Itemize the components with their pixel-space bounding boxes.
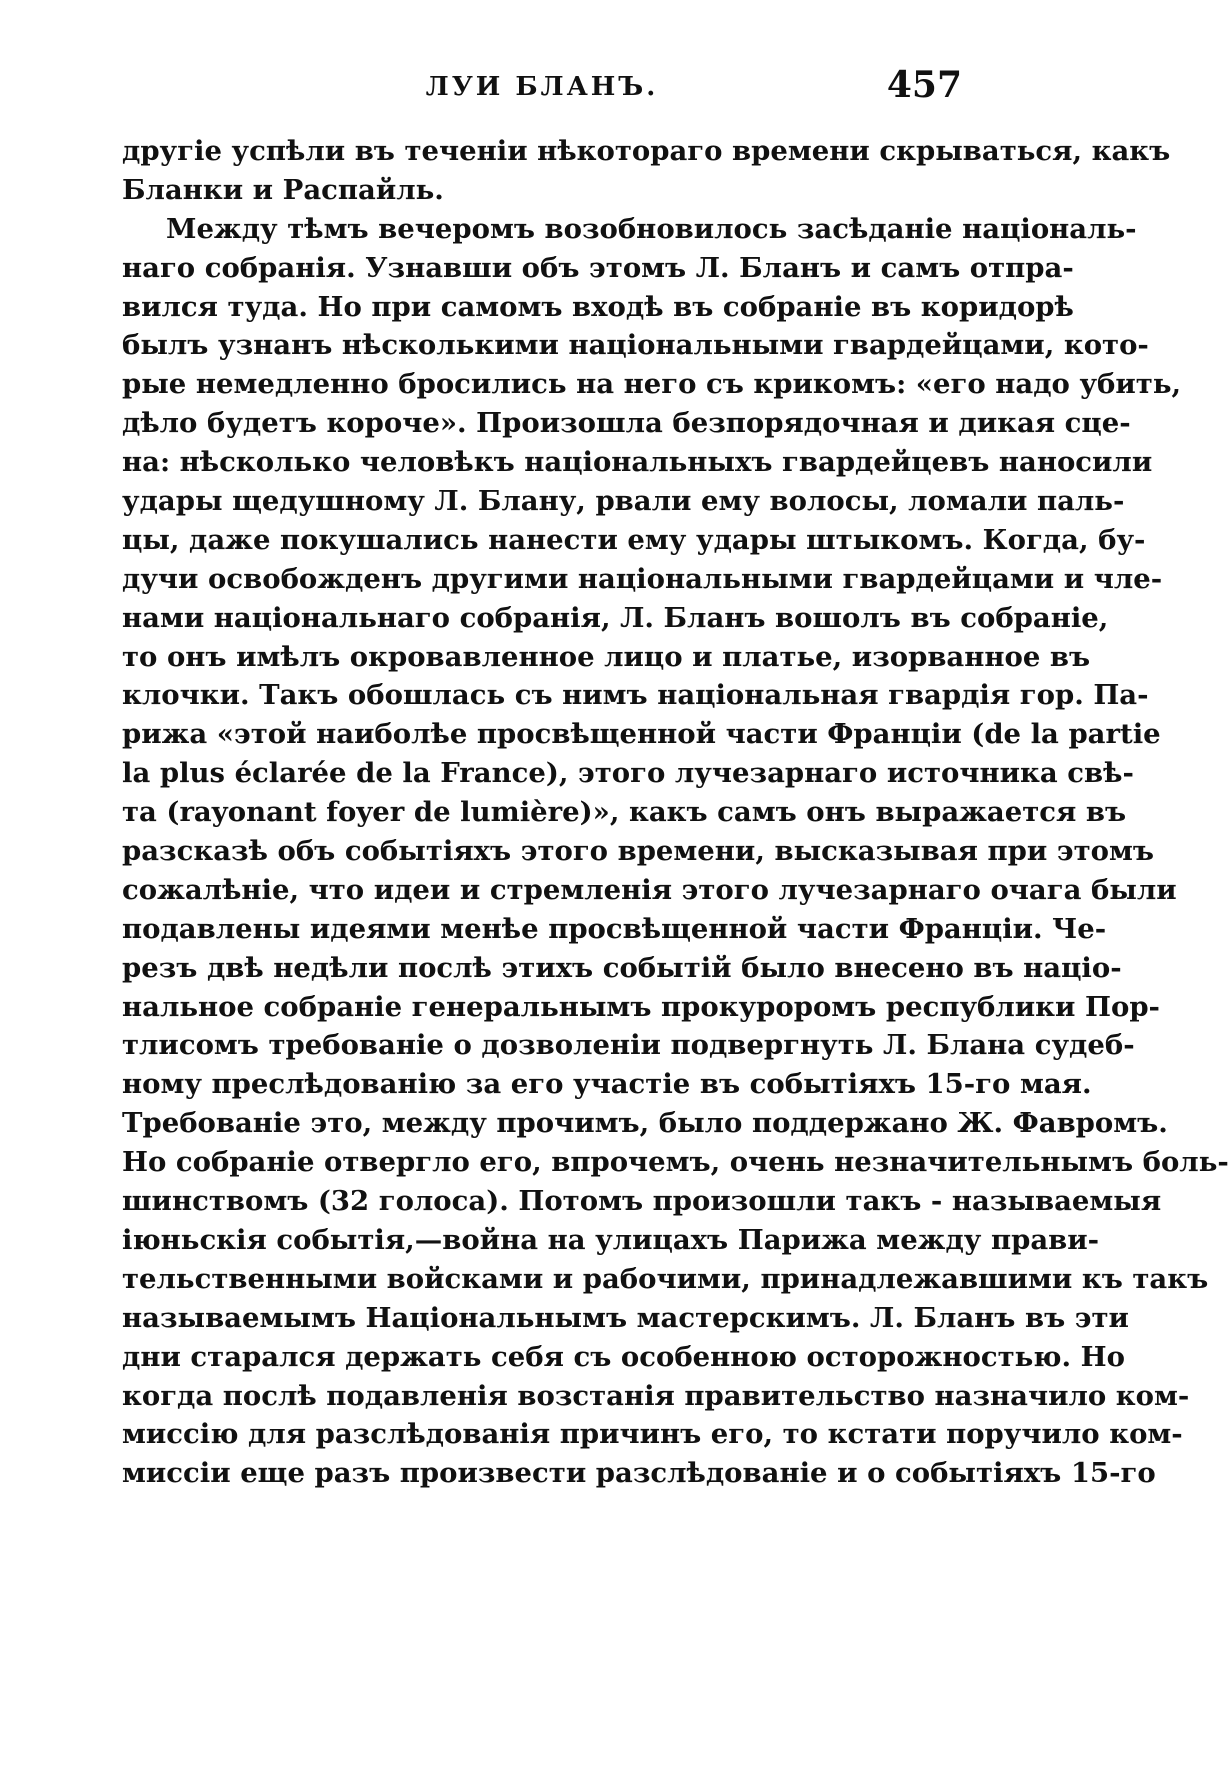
text-line: наго собранія. Узнавши объ этомъ Л. Бланъ и самъ отпра-: [122, 251, 1074, 284]
text-line: подавлены идеями менѣе просвѣщенной части Франціи. Че-: [122, 912, 1107, 945]
page-header: [122, 64, 962, 124]
text-line: то онъ имѣлъ окровавленное лицо и платье, изорванное въ: [122, 640, 1091, 673]
text-line: тлисомъ требованіе о дозволеніи подвергнуть Л. Блана судеб-: [122, 1029, 1135, 1062]
text-line: рижа «этой наиболѣе просвѣщенной части Франціи (de la partie: [122, 718, 1161, 751]
text-line: Бланки и Распайль.: [122, 173, 444, 206]
text-line: называемымъ Національнымъ мастерскимъ. Л. Бланъ въ эти: [122, 1301, 1129, 1334]
page-number: 457: [886, 64, 962, 106]
text-line: рые немедленно бросились на него съ крикомъ: «его надо убить,: [122, 368, 1182, 401]
text-line: Между тѣмъ вечеромъ возобновилось засѣданіе національ-: [166, 212, 1137, 245]
text-line: удары щедушному Л. Блану, рвали ему волосы, ломали паль-: [122, 485, 1125, 518]
text-line: миссію для разслѣдованія причинъ его, то кстати поручило ком-: [122, 1418, 1183, 1451]
text-line: когда послѣ подавленія возстанія правительство назначило ком-: [122, 1379, 1190, 1412]
text-line: клочки. Такъ обошлась съ нимъ національная гвардія гор. Па-: [122, 679, 1149, 712]
text-line: Но собраніе отвергло его, впрочемъ, очень незначительнымъ боль-: [122, 1146, 1229, 1179]
text-line: былъ узнанъ нѣсколькими національными гвардейцами, кото-: [122, 329, 1149, 362]
text-line: резъ двѣ недѣли послѣ этихъ событій было внесено въ націо-: [122, 951, 1122, 984]
text-line: дучи освобожденъ другими національными гвардейцами и чле-: [122, 562, 1163, 595]
text-line: ному преслѣдованію за его участіе въ событіяхъ 15-го мая.: [122, 1068, 1092, 1101]
text-line: la plus éclarée de la France), этого лучезарнаго источника свѣ-: [122, 757, 1134, 790]
text-line: сожалѣніе, что идеи и стремленія этого лучезарнаго очага были: [122, 873, 1177, 906]
body-text: [122, 132, 1229, 1493]
text-line: дѣло будетъ короче». Произошла безпорядочная и дикая сце-: [122, 407, 1131, 440]
text-line: нами національнаго собранія, Л. Бланъ вошолъ въ собраніе,: [122, 601, 1109, 634]
text-line: вился туда. Но при самомъ входѣ въ собраніе въ коридорѣ: [122, 290, 1074, 323]
text-line: другіе успѣли въ теченіи нѣкотораго времени скрываться, какъ: [122, 135, 1171, 167]
text-line: разсказѣ объ событіяхъ этого времени, высказывая при этомъ: [122, 835, 1154, 868]
text-line: шинствомъ (32 голоса). Потомъ произошли такъ - называемыя: [122, 1185, 1162, 1218]
text-line: на: нѣсколько человѣкъ національныхъ гвардейцевъ наносили: [122, 446, 1153, 479]
text-line: Требованіе это, между прочимъ, было поддержано Ж. Фавромъ.: [122, 1107, 1168, 1140]
text-line: тельственными войсками и рабочими, принадлежавшими къ такъ: [122, 1262, 1209, 1295]
running-title: ЛУИ БЛАНЪ.: [425, 72, 659, 102]
text-line: цы, даже покушались нанести ему удары штыкомъ. Когда, бу-: [122, 523, 1146, 556]
text-line: та (rayonant foyer de lumière)», какъ самъ онъ выражается въ: [122, 796, 1127, 829]
text-line: дни старался держать себя съ особенною осторожностью. Но: [122, 1340, 1125, 1373]
text-line: миссіи еще разъ произвести разслѣдованіе и о событіяхъ 15-го: [122, 1457, 1156, 1490]
text-line: іюньскія событія,—война на улицахъ Парижа между прави-: [122, 1223, 1100, 1256]
text-line: нальное собраніе генеральнымъ прокуроромъ республики Пор-: [122, 990, 1160, 1023]
